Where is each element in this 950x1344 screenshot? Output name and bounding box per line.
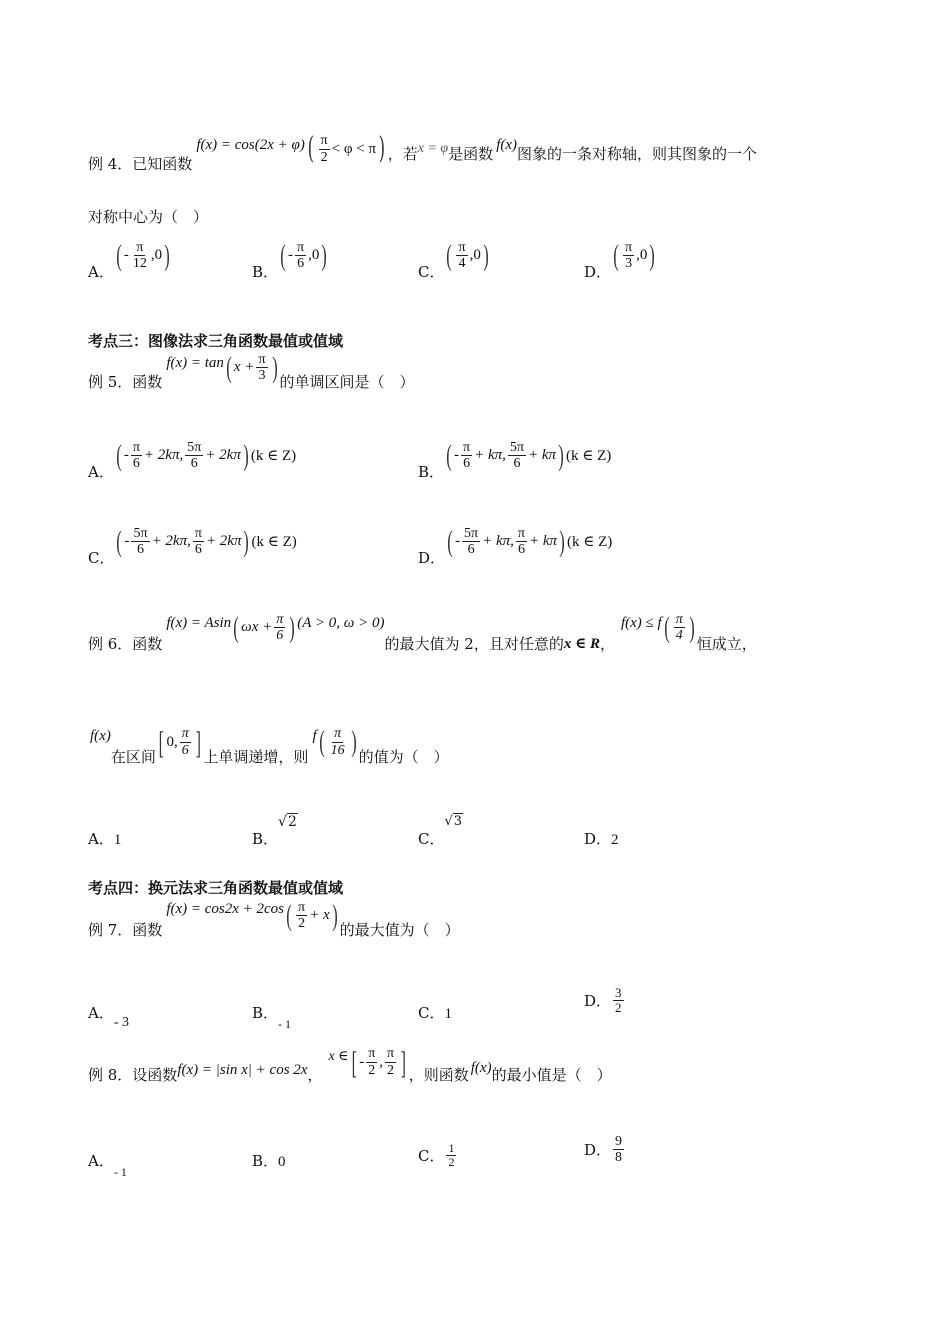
ex5-func: f(x) = tan [166, 355, 224, 372]
ex7-option-a: A．- 3 [88, 1004, 130, 1030]
ex7-prefix: 例 7．函数 [88, 921, 163, 940]
ex8-option-c: C． $\frac{1}{2}$ [418, 1141, 455, 1170]
ex7-arg: ( $\frac{\pi}{2}$ + x ) [286, 898, 338, 932]
ex5-arg: ( x + $\frac{\pi}{3}$ ) [226, 350, 278, 384]
ex8-func: f(x) = |sin x| + cos 2x [177, 1061, 308, 1078]
ex8-fx: f(x) [470, 1059, 492, 1076]
ex6-ineq: f(x) ≤ f [620, 615, 662, 632]
ex4-line1 [88, 128, 757, 178]
ex6-option-b: B． √2 [252, 814, 297, 848]
ex6-val-arg: ( $\frac{\pi}{16}$ ) [318, 725, 357, 758]
ex7-option-d: D． $\frac{3}{2}$ [584, 985, 622, 1016]
ex8-prefix: 例 8．设函数 [88, 1065, 178, 1084]
ex5-option-c: C． ( - $\frac{5\pi}{6}$ + 2kπ, $\frac{\pi}{6}$ + 2kπ ) (k ∈ Z) [88, 524, 297, 568]
ex6-line2: f(x) 在区间 [ 0, $\frac{\pi}{6}$ ] 上单调递增，则 f ( $\frac{\pi}{16}$ ) 的值为（ ） [90, 724, 449, 766]
ex7-func: f(x) = cos2x + 2cos [166, 901, 285, 918]
ex6-option-d: D．2 [584, 830, 619, 848]
ex5-option-b: B． ( - $\frac{\pi}{6}$ + kπ, $\frac{5\pi}{6}$ + kπ ) (k ∈ Z) [418, 438, 612, 482]
ex4-option-a: A． ( - $\frac{\pi}{12}$ ,0 ) [88, 238, 170, 282]
ex4-fx: f(x) [496, 136, 518, 153]
section4-heading: 考点四：换元法求三角函数最值或值域 [88, 879, 344, 897]
ex4-func: f(x) = cos(2x + φ) [196, 136, 305, 153]
ex8-option-b: B．0 [252, 1152, 286, 1170]
ex7-line [88, 898, 460, 940]
ex4-axis: x = φ [417, 141, 449, 156]
ex6-option-c: C． √3 [418, 814, 463, 848]
ex6-line1: 例 6．函数 f(x) = Asin ( ωx + $\frac{\pi}{6}$ ) (A > 0, ω > 0) 的最大值为 2，且对任意的 x ∈ R ， f(x) ≤ f ( $\frac{\pi}{4}$ ) 恒成立， [88, 610, 757, 654]
ex8-mid: ，则函数 [408, 1065, 469, 1084]
ex5-option-d: D． ( - $\frac{5\pi}{6}$ + kπ, $\frac{\pi}{6}$ + kπ ) (k ∈ Z) [418, 524, 613, 568]
ex4-condition: ( $\frac{\pi}{2}$ < φ < π ) [307, 131, 386, 166]
ex4-option-b: B． ( - $\frac{\pi}{6}$ ,0 ) [252, 238, 328, 282]
ex6-xr: x ∈ R [563, 636, 600, 653]
ex8-option-a: A．$_{- 1}$ [88, 1152, 127, 1179]
ex6-prefix: 例 6．函数 [88, 635, 163, 654]
ex6-ineq-arg: ( $\frac{\pi}{4}$ ) [663, 610, 695, 644]
sqrt-3: √3 [444, 814, 463, 829]
ex6-func: f(x) = Asin [166, 615, 232, 632]
ex6-mid: 的最大值为 2，且对任意的 [384, 635, 564, 654]
ex5-tail: 的单调区间是（ ） [279, 373, 415, 392]
ex7-tail: 的最大值为（ ） [339, 921, 460, 940]
ex6-cond: (A > 0, ω > 0) [297, 615, 385, 632]
ex6-fx: f(x) [90, 727, 111, 744]
ex6-option-a: A．1 [88, 830, 122, 848]
ex4-tail: 图象的一条对称轴，则其图象的一个 [517, 144, 758, 163]
ex8-option-d: D． $\frac{9}{8}$ [584, 1134, 623, 1166]
ex4-option-d: D． ( $\frac{\pi}{3}$ ,0 ) [584, 238, 656, 282]
ex6-arg: ( ωx + $\frac{\pi}{6}$ ) [233, 610, 296, 644]
ex6-tail: 恒成立， [696, 635, 757, 654]
ex4-option-c: C． ( $\frac{\pi}{4}$ ,0 ) [418, 238, 489, 282]
ex5-option-a: A． ( - $\frac{\pi}{6}$ + 2kπ, $\frac{5\pi}{6}$ + 2kπ ) (k ∈ Z) [88, 438, 297, 482]
ex4-mid2: 是函数 [448, 144, 494, 163]
ex4-prefix: 例 4．已知函数 [88, 154, 193, 173]
ex5-prefix: 例 5．函数 [88, 373, 163, 392]
ex4-line2: 对称中心为（ ） [88, 208, 209, 226]
ex6-interval: [ 0, $\frac{\pi}{6}$ ] [158, 724, 201, 760]
ex4-mid: ，若 [387, 144, 418, 163]
section3-heading: 考点三：图像法求三角函数最值或值域 [88, 332, 344, 350]
sqrt-2: √2 [278, 814, 297, 830]
ex7-option-b: B．$_{- 1}$ [252, 1004, 292, 1031]
ex8-interval: [ - $\frac{\pi}{2}$ , $\frac{\pi}{2}$ ] [351, 1044, 407, 1080]
ex8-tail: 的最小值是（ ） [491, 1065, 612, 1084]
ex5-line [88, 350, 415, 392]
ex8-domain: x ∈ [328, 1048, 349, 1064]
ex7-option-c: C．1 [418, 1004, 452, 1022]
ex8-line: 例 8．设函数 f(x) = |sin x| + cos 2x ， x ∈ [ - $\frac{\pi}{2}$ , $\frac{\pi}{2}$ ] ，则函数 f(x) 的最小值是（ ） [88, 1044, 612, 1084]
